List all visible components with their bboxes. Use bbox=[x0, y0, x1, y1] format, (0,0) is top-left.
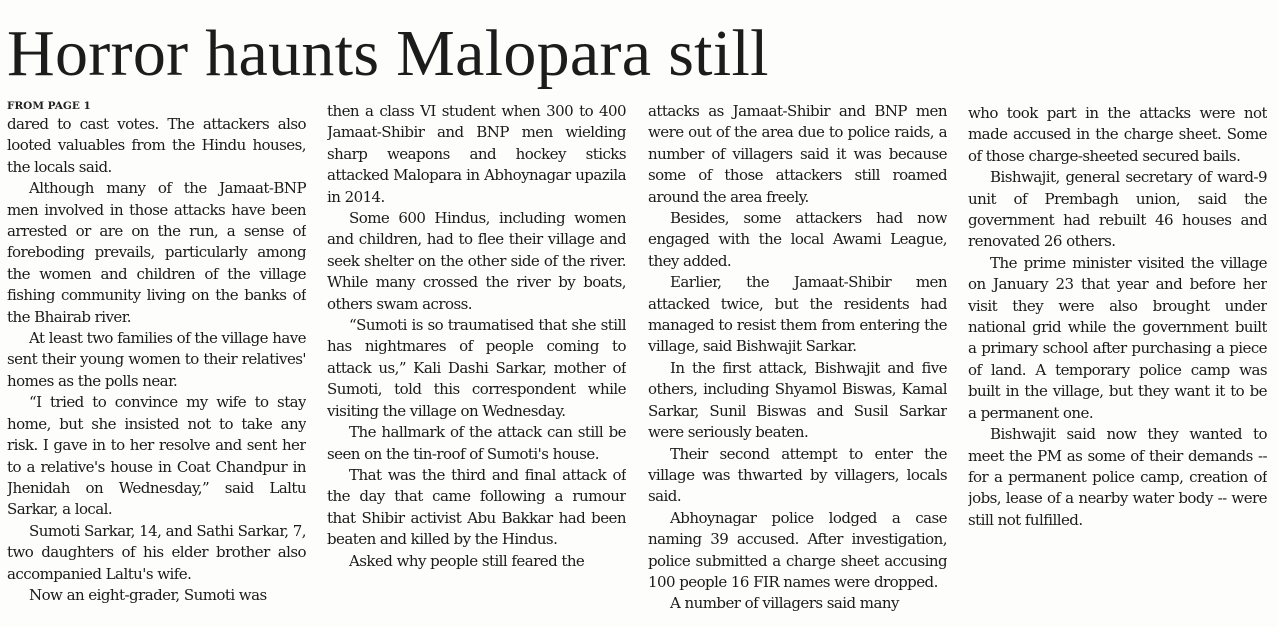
article-column-4 bbox=[968, 103, 1267, 627]
paragraph: Besides, some attackers had now engaged with the local Awami League, they added. bbox=[648, 209, 947, 270]
paragraph: Bishwajit said now they wanted to meet the PM as some of their demands -- for a permanent police camp, creation of jobs, lease of a nearby water body -- were still not fulfilled. bbox=[968, 425, 1267, 529]
continuation-kicker: FROM PAGE 1 bbox=[7, 100, 91, 112]
paragraph: That was the third and final attack of the day that came following a rumour that Shibir activist Abu Bakkar had been beaten and killed by the Hindus. bbox=[327, 465, 626, 549]
paragraph: Asked why people still feared the bbox=[349, 551, 585, 570]
paragraph: At least two families of the village have sent their young women to their relatives' homes as the polls near. bbox=[7, 329, 306, 390]
paragraph: Although many of the Jamaat-BNP men involved in those attacks have been arrested or are on the run, a sense of foreboding prevails, particularly among the women and children of the village fishing community living on the banks of the Bhairab river. bbox=[7, 179, 306, 326]
article-column-2 bbox=[327, 101, 626, 625]
paragraph: Now an eight-grader, Sumoti was bbox=[29, 585, 267, 604]
paragraph: who took part in the attacks were not made accused in the charge sheet. Some of those charge-sheeted secured bails. bbox=[968, 104, 1267, 165]
paragraph: Their second attempt to enter the village was thwarted by villagers, locals said. bbox=[648, 444, 947, 506]
paragraph: Abhoynagar police lodged a case naming 39 accused. After investigation, police submitted a charge sheet accusing 100 people 16 FIR names were dropped. bbox=[648, 508, 947, 591]
paragraph: Some 600 Hindus, including women and children, had to flee their village and seek shelter on the other side of the river. While many crossed the river by boats, others swam across. bbox=[327, 209, 626, 313]
article-column-3 bbox=[648, 101, 947, 625]
paragraph: In the first attack, Bishwajit and five others, including Shyamol Biswas, Kamal Sarkar, Sunil Biswas and Susil Sarkar were seriously beaten. bbox=[648, 358, 947, 442]
paragraph: then a class VI student when 300 to 400 Jamaat-Shibir and BNP men wielding sharp weapons and hockey sticks attacked Malopara in Abhoynagar upazila in 2014. bbox=[327, 102, 626, 206]
paragraph: Bishwajit, general secretary of ward-9 unit of Prembagh union, said the government had rebuilt 46 houses and renovated 26 others. bbox=[968, 168, 1267, 251]
paragraph: “I tried to convince my wife to stay home, but she insisted not to take any risk. I gave in to her resolve and sent her to a relative's house in Coat Chandpur in Jhenidah on Wednesday,” said Laltu Sarkar, a local. bbox=[7, 393, 306, 519]
paragraph: dared to cast votes. The attackers also looted valuables from the Hindu houses, the locals said. bbox=[7, 115, 306, 176]
headline: Horror haunts Malopara still bbox=[7, 17, 769, 90]
paragraph: Sumoti Sarkar, 14, and Sathi Sarkar, 7, two daughters of his elder brother also accompanied Laltu's wife. bbox=[7, 521, 306, 583]
paragraph: attacks as Jamaat-Shibir and BNP men were out of the area due to police raids, a number of villagers said it was because some of those attackers still roamed around the area freely. bbox=[648, 102, 947, 206]
paragraph: A number of villagers said many bbox=[670, 594, 899, 613]
paragraph: The prime minister visited the village on January 23 that year and before her visit they were also brought under national grid while the government built a primary school after purchasing a piece of land. A temporary police camp was built in the village, but they want it to be a permanent one. bbox=[968, 253, 1267, 422]
paragraph: The hallmark of the attack can still be seen on the tin-roof of Sumoti's house. bbox=[327, 423, 626, 463]
article-column-1 bbox=[7, 100, 306, 624]
paragraph: Earlier, the Jamaat-Shibir men attacked twice, but the residents had managed to resist them from entering the village, said Bishwajit Sarkar. bbox=[648, 273, 947, 356]
paragraph: “Sumoti is so traumatised that she still has nightmares of people coming to attack us,” Kali Dashi Sarkar, mother of Sumoti, told this correspondent while visiting the village on Wednesday. bbox=[327, 316, 626, 420]
previous-story-fragment bbox=[0, 0, 1278, 6]
